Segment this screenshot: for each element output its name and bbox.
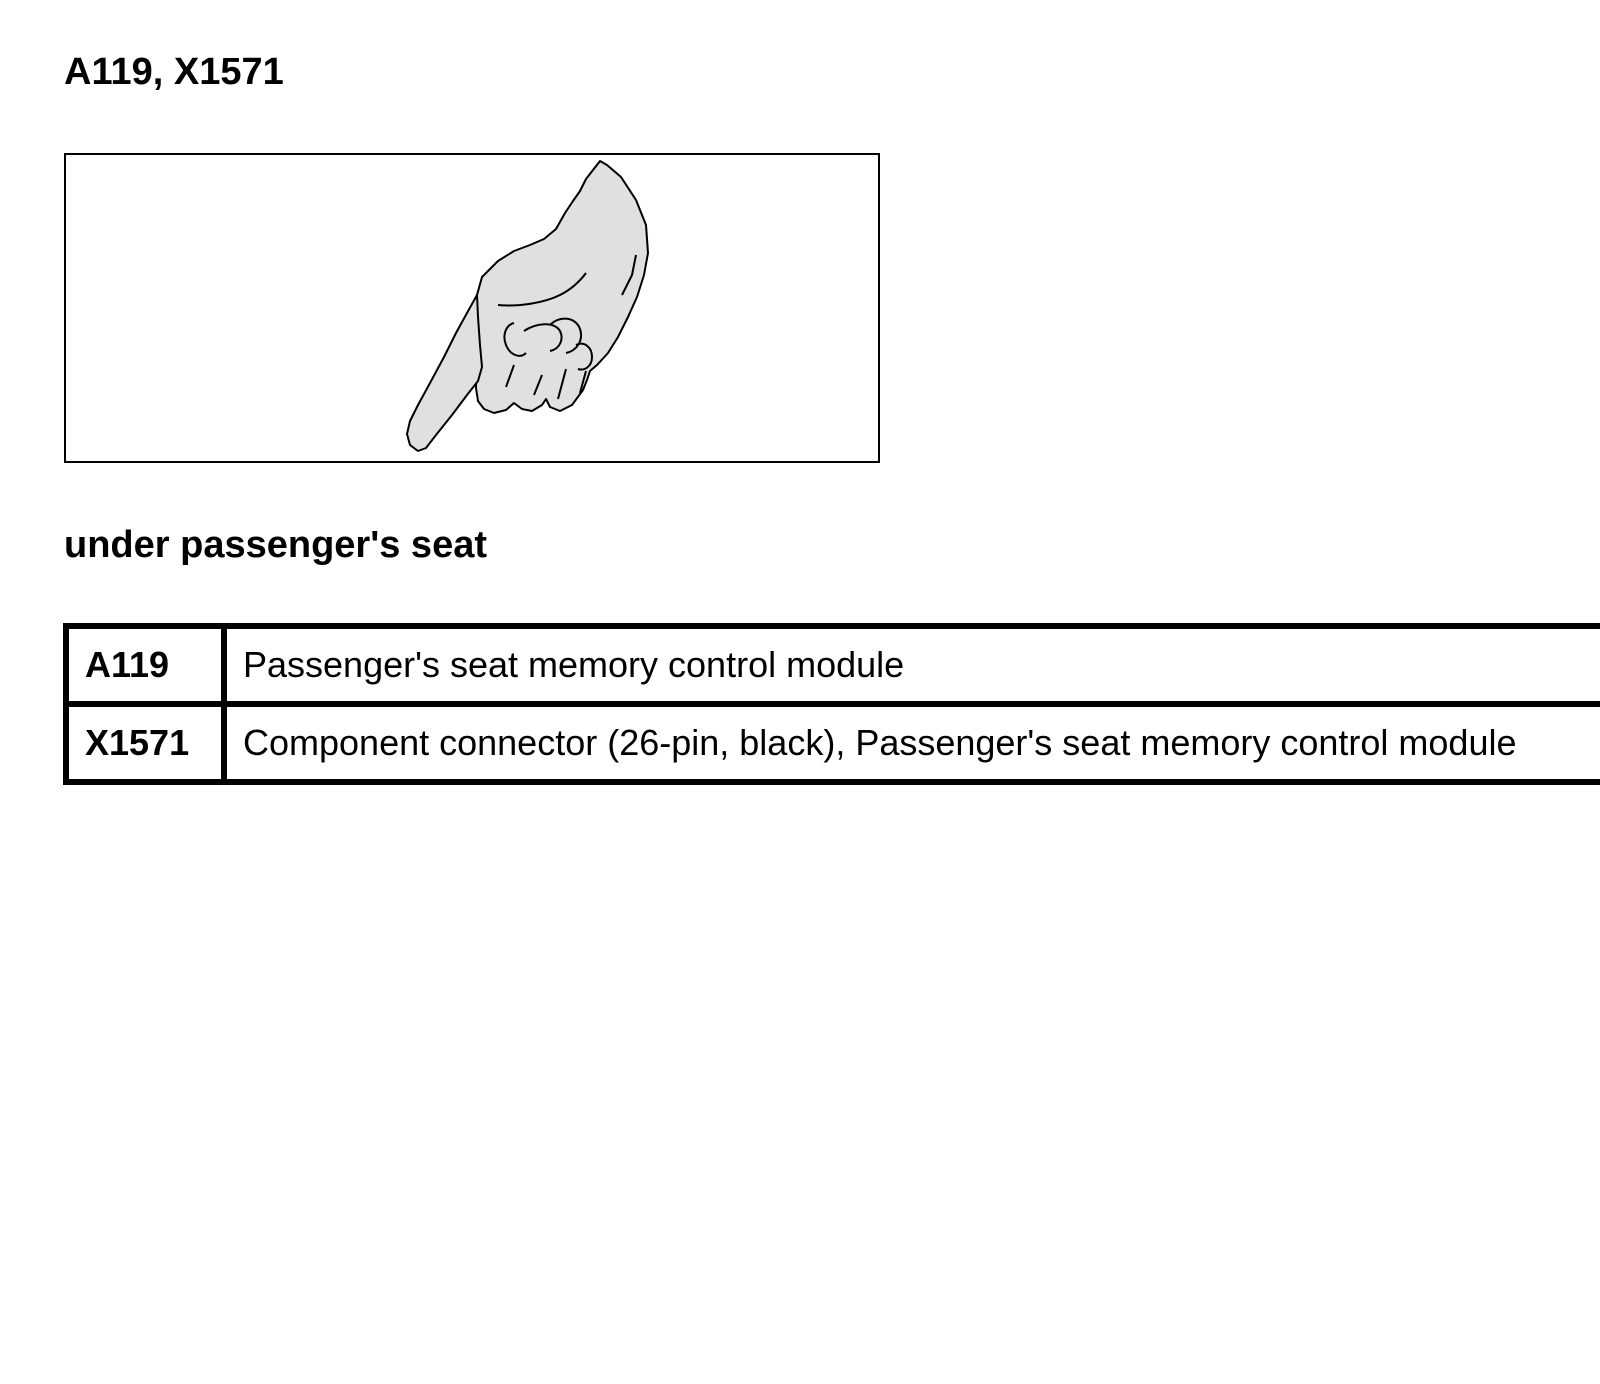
component-code: X1571 [66, 704, 224, 782]
page-title: A119, X1571 [64, 51, 284, 93]
component-table [63, 623, 1600, 785]
component-code: A119 [66, 626, 224, 704]
location-figure [64, 153, 880, 463]
component-description: Component connector (26-pin, black), Passenger's seat memory control module [224, 704, 1600, 782]
component-description: Passenger's seat memory control module [224, 626, 1600, 704]
table-row [66, 626, 1600, 704]
component-table-container [63, 623, 1600, 785]
location-caption: under passenger's seat [64, 524, 487, 566]
pointing-hand-icon [66, 155, 878, 461]
table-row [66, 704, 1600, 782]
